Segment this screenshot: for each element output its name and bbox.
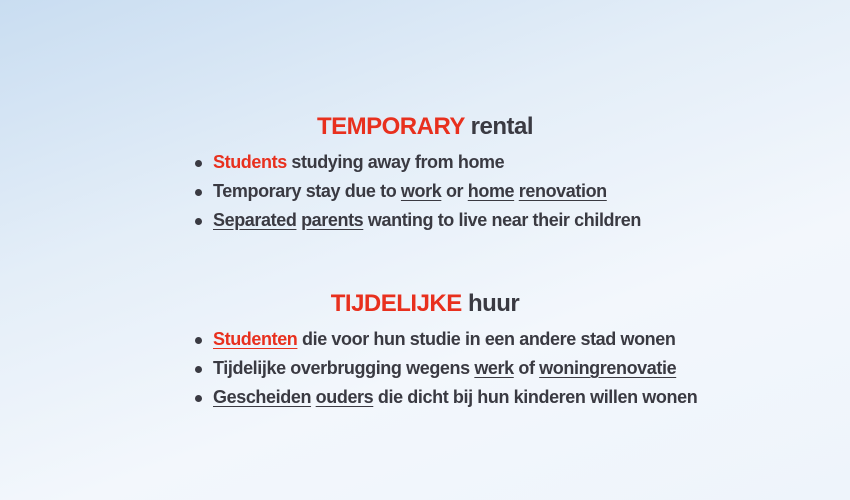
english-list: [0, 148, 850, 235]
item-text: Temporary stay due to: [213, 181, 401, 201]
underlined-word: Gescheiden: [213, 387, 312, 407]
list-item: [0, 177, 850, 206]
dutch-section: [0, 289, 850, 412]
list-item: [0, 206, 850, 235]
english-heading-accent: TEMPORARY: [316, 113, 465, 140]
dutch-list: [0, 325, 850, 412]
item-text: die dicht bij hun kinderen willen wonen: [373, 387, 698, 407]
item-text: die voor hun studie in een andere stad wonen: [297, 329, 676, 349]
item-text: studying away from home: [286, 152, 505, 172]
english-section: [0, 112, 850, 235]
list-item: [0, 325, 850, 354]
item-lead: Students: [213, 152, 287, 172]
item-text: wanting to live near their children: [363, 210, 641, 230]
list-item: [0, 354, 850, 383]
item-lead: Studenten: [213, 329, 298, 349]
item-text: of: [513, 358, 540, 378]
underlined-word: Separated: [213, 210, 297, 230]
dutch-heading-rest: huur: [467, 290, 520, 317]
list-item: [0, 148, 850, 177]
english-heading: [0, 112, 850, 142]
underlined-word: werk: [474, 358, 514, 378]
underlined-word: work: [400, 181, 442, 201]
dutch-heading: [0, 289, 850, 319]
underlined-word: woningrenovatie: [539, 358, 677, 378]
underlined-word: parents: [301, 210, 364, 230]
underlined-word: renovation: [518, 181, 607, 201]
underlined-word: home: [467, 181, 515, 201]
english-heading-rest: rental: [470, 113, 534, 140]
underlined-word: ouders: [315, 387, 374, 407]
item-text: Tijdelijke overbrugging wegens: [213, 358, 475, 378]
list-item: [0, 383, 850, 412]
item-text: or: [441, 181, 468, 201]
dutch-heading-accent: TIJDELIJKE: [330, 290, 462, 317]
